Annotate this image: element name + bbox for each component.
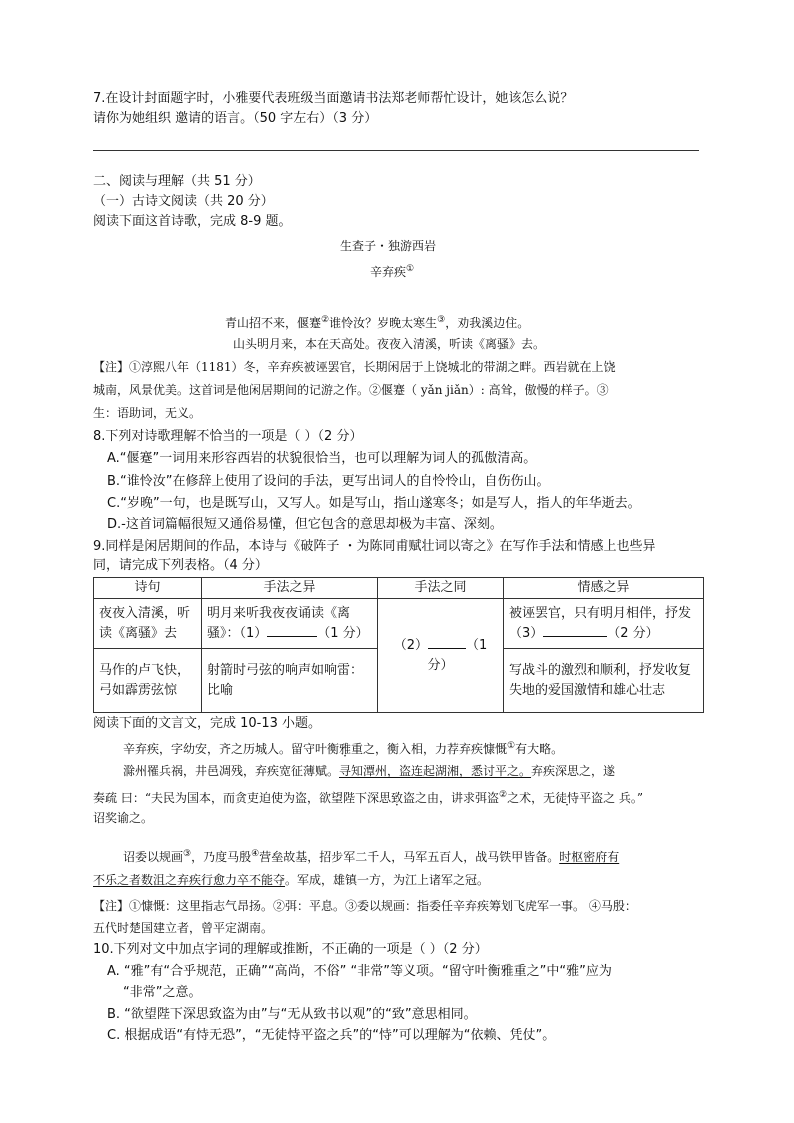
q9-line2: 同，请完成下列表格。（4 分） <box>93 558 268 573</box>
poem-author <box>370 260 414 281</box>
prose-para-1 <box>123 737 563 758</box>
cell-poem-line: 马作的卢飞快，弓如霹雳弦惊 <box>94 649 202 713</box>
prose-para-2 <box>123 762 615 780</box>
prose-note-line1: 【注】①慷慨：这里指志气昂扬。②弭：平息。③委以规画：指委任辛弃疾筹划飞虎军一事。 ④马殷： <box>93 899 637 913</box>
cell-text: 明月来听我夜夜诵读《离骚》：（1） <box>207 605 351 641</box>
cell-points: （1 分） <box>317 625 369 641</box>
text: 平盗之 兵。” <box>579 791 644 805</box>
text: 诏委以规画 <box>123 850 184 864</box>
dotted-word: 致 <box>390 791 403 805</box>
header-technique-same: 手法之同 <box>378 578 504 599</box>
cell-technique: 射箭时弓弦的响声如响雷：比喻 <box>202 649 378 713</box>
poem-author-name: 辛弃疾 <box>370 265 407 279</box>
subsection-title: （一）古诗文阅读（共 20 分） <box>93 194 274 209</box>
poem-line-1-b: 谁怜汝？岁晚太寒生 <box>329 316 438 330</box>
cell-emotion: 写战斗的激烈和顺利，抒发收复失地的爱国激情和雄心壮志 <box>504 649 704 713</box>
q8-option-d: D.-这首词篇幅很短又通俗易懂，但它包含的意思却极为丰富、深刻。 <box>107 517 503 532</box>
poem-line-1-c: ，劝我溪边住。 <box>445 316 530 330</box>
text: 营垒故基，招步军二千人，马军五百人，战马铁甲皆备。 <box>259 850 560 864</box>
poem-note-line3: 生：语助词，无义。 <box>93 406 202 420</box>
text: 奏疏 曰：“夫民为国本，而贪吏迫使为盗，欲望陛下深思 <box>93 791 391 805</box>
answer-blank-1[interactable] <box>267 624 317 637</box>
q8-option-b: B.“谁怜汝”在修辞上使用了设问的手法，更写出词人的自怜怜山，自伤伤山。 <box>107 474 550 489</box>
underlined-sentence: 时枢密府有 <box>559 850 620 864</box>
underlined-sentence: 寻知潭州，盗连起湖湘，悉讨平之。 <box>339 764 532 778</box>
text: 重之，衡入相，力荐弃疾慷慨 <box>351 742 508 756</box>
dotted-word: 雅 <box>339 742 352 756</box>
comparison-table <box>93 577 704 713</box>
answer-blank-2[interactable] <box>428 636 466 649</box>
q7-line2: 请你为她组织 邀请的语言。（50 字左右）（3 分） <box>93 111 378 126</box>
q7-line1: 7.在设计封面题字时，小雅要代表班级当面邀请书法郑老师帮忙设计，她该怎么说？ <box>93 91 574 106</box>
prose-note-line2: 五代时楚国建立者，曾平定湖南。 <box>93 921 274 935</box>
text: 有大略。 <box>515 742 564 756</box>
cell-text: （2） <box>393 637 428 653</box>
dotted-word: 徒恃 <box>555 791 580 805</box>
cell-shared-technique <box>378 599 504 713</box>
cell-points: （1 分） <box>427 637 488 673</box>
poem-line-1 <box>225 311 529 332</box>
answer-line <box>93 150 699 151</box>
prose-intro: 阅读下面的文言文，完成 10-13 小题。 <box>93 716 322 731</box>
text: 滁州罹兵祸，井邑凋残，弃疾宽征薄赋。 <box>123 764 340 778</box>
cell-text: 被诬罢官，只有明月相伴，抒发（3） <box>509 605 692 641</box>
q9-line1: 9.同样是闲居期间的作品，本诗与《破阵子 ・为陈同甫赋壮词以寄之》在写作手法和情感上也些异 <box>93 539 656 554</box>
cell-points: （2 分） <box>607 625 659 641</box>
header-technique-diff: 手法之异 <box>202 578 378 599</box>
q10-option-b: B. “欲望陛下深思致盗为由”与“无从致书以观”的“致”意思相同。 <box>107 1007 477 1022</box>
note-mark: ① <box>507 741 516 751</box>
q10-option-a-line2: “非常”之意。 <box>123 985 202 1000</box>
q10-stem: 10.下列对文中加点字词的理解或推断，不正确的一项是（ ）（2 分） <box>93 942 488 957</box>
prose-para-5 <box>123 845 619 866</box>
poem-title: 生查子・独游西岩 <box>340 239 437 253</box>
cell-emotion <box>504 599 704 649</box>
cell-technique <box>202 599 378 649</box>
section-title: 二、阅读与理解（共 51 分） <box>93 174 261 189</box>
text: ，乃度马殷 <box>191 850 252 864</box>
header-emotion-diff: 情感之异 <box>504 578 704 599</box>
note-mark: ④ <box>251 849 260 859</box>
poem-line-2: 山头明月来，本在天高处。夜夜入清溪，听读《离骚》去。 <box>233 337 546 351</box>
table-header-row <box>94 578 704 599</box>
cell-poem-line: 夜夜入清溪，听读《离骚》去 <box>94 599 202 649</box>
note-mark: ② <box>321 315 330 325</box>
poem-intro: 阅读下面这首诗歌，完成 8-9 题。 <box>93 214 292 229</box>
q8-stem: 8.下列对诗歌理解不恰当的一项是（ ）（2 分） <box>93 429 363 444</box>
table-row <box>94 599 704 649</box>
prose-para-4: 诏奖谕之。 <box>93 811 154 825</box>
poem-author-note-mark: ① <box>406 264 415 274</box>
header-poem-line: 诗句 <box>94 578 202 599</box>
q10-option-a-line1: A. “雅”有“合乎规范，正确”“高尚，不俗” “非常”等义项。“留守叶衡雅重之”中“雅”应为 <box>107 964 612 979</box>
poem-note-line1: 【注】①淳熙八年（1181）冬，辛弃疾被诬罢官，长期闲居于上饶城北的带湖之畔。西岩就在上饶 <box>93 360 616 374</box>
note-mark: ③ <box>183 849 192 859</box>
text: 弃疾深思之，遂 <box>531 764 616 778</box>
prose-para-3 <box>93 786 643 807</box>
q10-option-c: C. 根据成语“有恃无恐”，“无徒恃平盗之兵”的“恃”可以理解为“依赖、凭仗”。 <box>107 1028 556 1043</box>
prose-para-6 <box>93 871 489 889</box>
q8-option-a: A.“偃蹇”一词用来形容西岩的状貌很恰当，也可以理解为词人的孤傲清高。 <box>107 451 537 466</box>
poem-line-1-a: 青山招不来，偃蹇 <box>225 316 322 330</box>
q8-option-c: C.“岁晚”一句，也是既写山，又写人。如是写山，指山遂寒冬；如是写人，指人的年华逝去。 <box>107 496 641 511</box>
text: 辛弃疾，字幼安，齐之历城人。留守叶衡 <box>123 742 340 756</box>
note-mark: ② <box>498 790 508 800</box>
poem-note-line2: 城南，风景优美。这首词是他闲居期间的记游之作。②偃蹇（ yǎn jiǎn）: 高耸，傲慢的样子。③ <box>93 383 609 397</box>
text: 盗之由，讲求弭盗 <box>402 791 499 805</box>
text: 。军成，雄镇一方，为江上诸军之冠。 <box>285 873 490 887</box>
note-mark: ③ <box>437 315 446 325</box>
underlined-sentence: 不乐之者数沮之弃疾行愈力卒不能夺 <box>93 873 286 887</box>
answer-blank-3[interactable] <box>543 624 607 637</box>
text: 之术，无 <box>507 791 556 805</box>
